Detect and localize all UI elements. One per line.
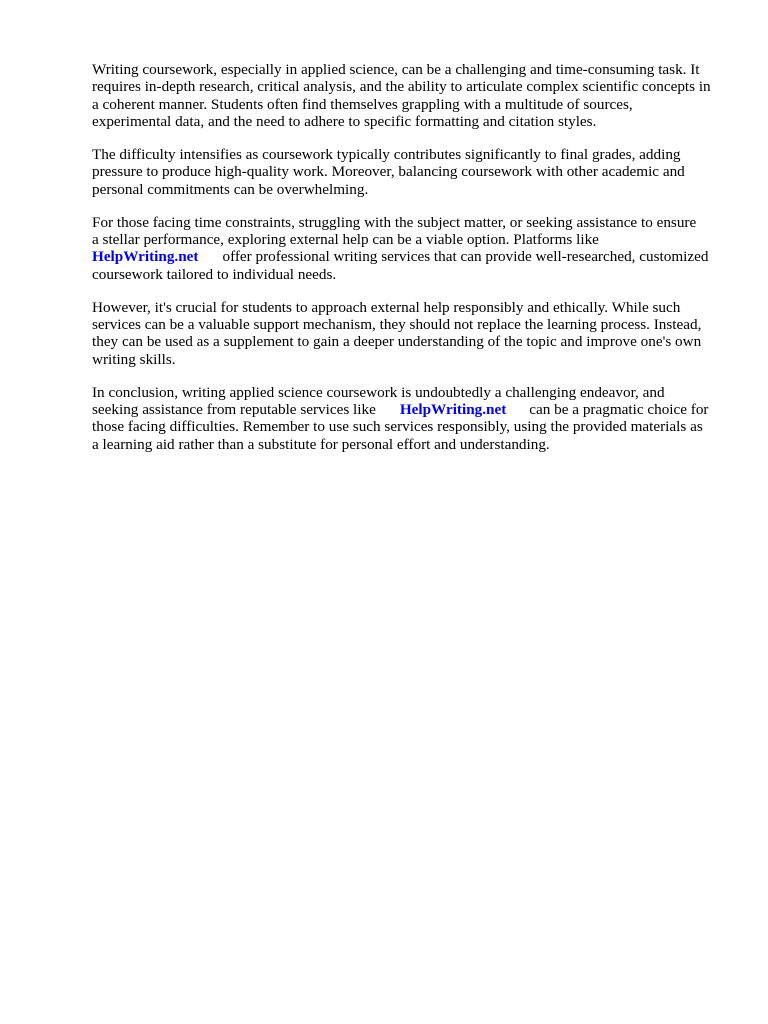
text-line: In conclusion, writing applied science coursework is undoubtedly a challenging endeavor, and — [92, 383, 665, 401]
text-fragment: seeking assistance from reputable services like — [92, 401, 376, 419]
text-line: experimental data, and the need to adhere to specific formatting and citation styles. — [92, 113, 597, 131]
text-line: coursework tailored to individual needs. — [92, 265, 337, 283]
text-line: they can be used as a supplement to gain a deeper understanding of the topic and improve one's own — [92, 333, 702, 351]
text-line-with-link — [92, 248, 732, 265]
paragraph-conclusion — [92, 384, 732, 454]
text-line: writing skills. — [92, 350, 176, 368]
text-fragment: offer professional writing services that can provide well-researched, customized — [222, 248, 709, 266]
text-line-with-link — [92, 401, 732, 418]
text-line: personal commitments can be overwhelming. — [92, 180, 369, 198]
text-line: those facing difficulties. Remember to use such services responsibly, using the provided materials as — [92, 418, 703, 436]
text-line: a stellar performance, exploring external help can be a viable option. Platforms like — [92, 231, 599, 249]
text-line: a coherent manner. Students often find themselves grappling with a multitude of sources, — [92, 95, 633, 113]
text-line: a learning aid rather than a substitute for personal effort and understanding. — [92, 435, 550, 453]
text-fragment: can be a pragmatic choice for — [529, 401, 709, 419]
paragraph-difficulty — [92, 146, 732, 198]
text-line: services can be a valuable support mechanism, they should not replace the learning process. Instead, — [92, 316, 702, 334]
text-line: The difficulty intensifies as coursework typically contributes significantly to final grades, adding — [92, 146, 681, 164]
text-line: pressure to produce high-quality work. Moreover, balancing coursework with other academic and — [92, 163, 685, 181]
helpwriting-link[interactable]: HelpWriting.net — [92, 248, 199, 266]
paragraph-intro — [92, 61, 732, 131]
text-line: However, it's crucial for students to approach external help responsibly and ethically. While such — [92, 298, 681, 316]
text-line: For those facing time constraints, struggling with the subject matter, or seeking assistance to ensure — [92, 213, 697, 231]
text-line: Writing coursework, especially in applied science, can be a challenging and time-consuming task. It — [92, 61, 700, 78]
paragraph-external-help — [92, 214, 732, 284]
text-line: requires in-depth research, critical analysis, and the ability to articulate complex scientific concepts in — [92, 78, 711, 96]
helpwriting-link[interactable]: HelpWriting.net — [399, 401, 507, 419]
document-page — [92, 61, 732, 469]
paragraph-responsibility — [92, 299, 732, 369]
